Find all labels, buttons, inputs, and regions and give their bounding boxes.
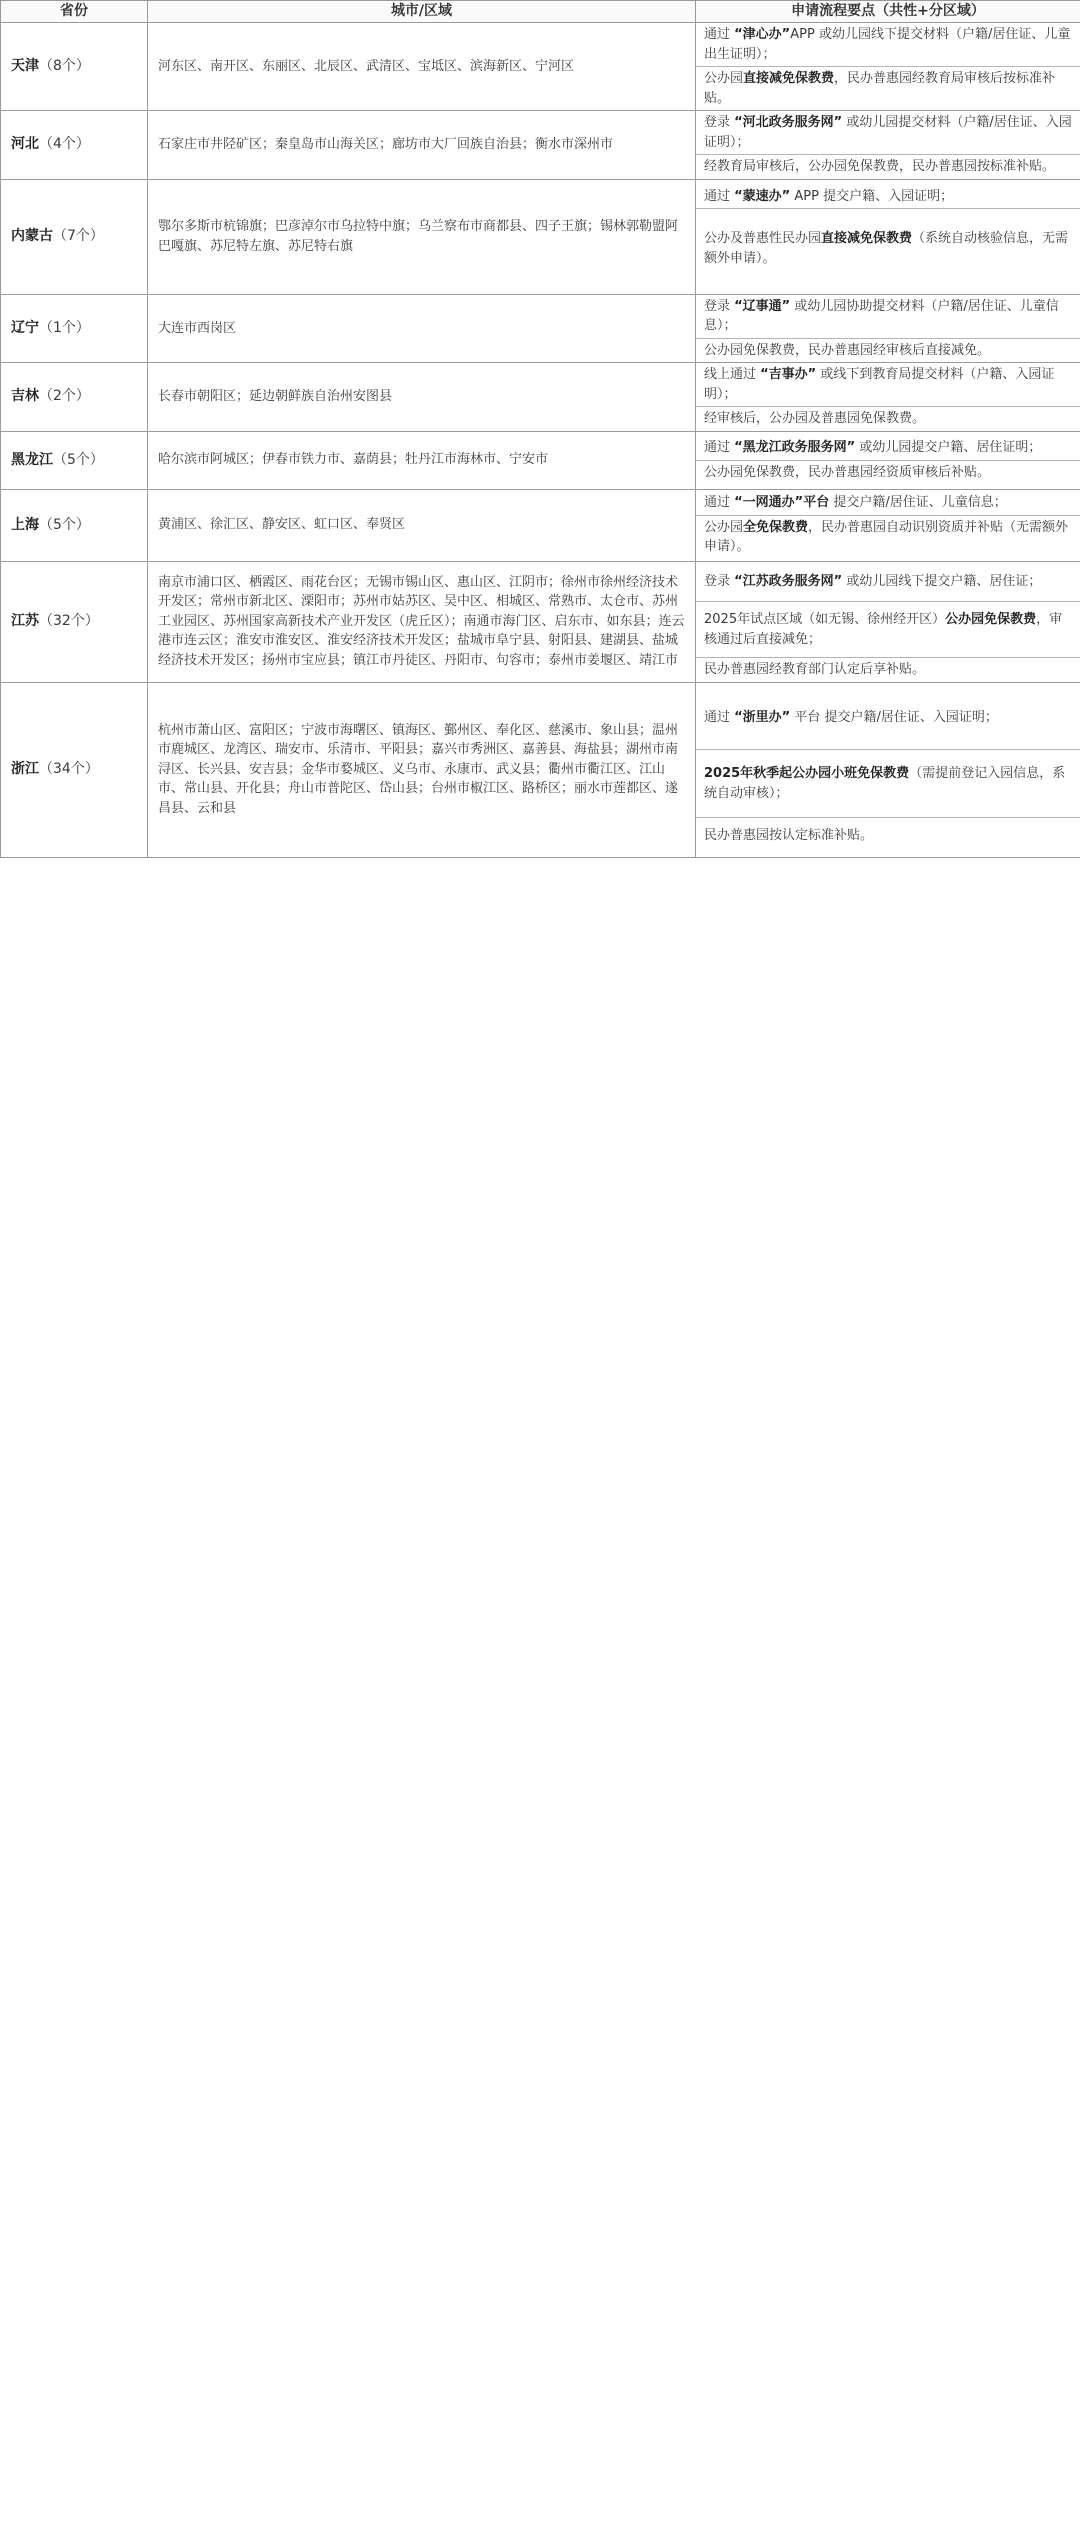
process-step: 通过 “浙里办” 平台 提交户籍/居住证、入园证明；	[696, 686, 1080, 751]
province-name: 辽宁	[11, 319, 39, 336]
process-cell	[696, 294, 1080, 363]
process-cell	[696, 431, 1080, 489]
cities-cell: 杭州市萧山区、富阳区；宁波市海曙区、镇海区、鄞州区、奉化区、慈溪市、象山县；温州市鹿城区、龙湾区、瑞安市、乐清市、平阳县；嘉兴市秀洲区、嘉善县、海盐县；湖州市南浔区、长兴县、安吉县；金华市婺城区、义乌市、永康市、武义县；衢州市衢江区、江山市、常山县、开化县；舟山市普陀区、岱山县；台州市椒江区、路桥区；丽水市莲都区、遂昌县、云和县	[148, 682, 696, 857]
province-name: 天津	[11, 58, 39, 74]
process-step: 登录 “江苏政务服务网” 或幼儿园线下提交户籍、居住证；	[696, 562, 1080, 603]
process-step: 2025年秋季起公办园小班免保教费（需提前登记入园信息，系统自动审核）；	[696, 750, 1080, 818]
header-process: 申请流程要点（共性+分区域）	[696, 1, 1080, 23]
province-name: 吉林	[11, 388, 39, 405]
province-cell	[1, 682, 148, 857]
table-row	[1, 111, 1080, 180]
province-count: （5个）	[39, 516, 90, 533]
cities-cell: 哈尔滨市阿城区；伊春市铁力市、嘉荫县；牡丹江市海林市、宁安市	[148, 431, 696, 489]
province-count: （34个）	[39, 761, 99, 777]
process-cell	[696, 179, 1080, 294]
process-cell	[696, 561, 1080, 682]
table-row	[1, 489, 1080, 561]
process-step: 公办及普惠性民办园直接减免保教费（系统自动核验信息，无需额外申请）。	[704, 231, 1069, 266]
province-cell	[1, 489, 148, 561]
province-cell	[1, 431, 148, 489]
table-row	[1, 179, 1080, 294]
process-cell	[696, 111, 1080, 180]
process-step: 民办普惠园按认定标准补贴。	[704, 828, 874, 843]
process-cell	[696, 363, 1080, 432]
header-cities: 城市/区域	[148, 1, 696, 23]
process-step: 通过 “黑龙江政务服务网” 或幼儿园提交户籍、居住证明；	[696, 436, 1080, 461]
table-row	[1, 431, 1080, 489]
province-count: （4个）	[39, 136, 90, 153]
process-cell	[696, 682, 1080, 857]
province-cell	[1, 179, 148, 294]
province-count: （7个）	[53, 228, 104, 244]
table-header-row	[1, 1, 1080, 23]
cities-cell: 大连市西岗区	[148, 294, 696, 363]
table-row	[1, 23, 1080, 111]
province-cell	[1, 294, 148, 363]
process-step: 线上通过 “吉事办” 或线下到教育局提交材料（户籍、入园证明）；	[696, 363, 1080, 407]
table-row	[1, 561, 1080, 682]
province-cell	[1, 23, 148, 111]
process-step: 经审核后，公办园及普惠园免保教费。	[704, 411, 926, 426]
process-step: 公办园免保教费，民办普惠园经资质审核后补贴。	[704, 464, 991, 480]
cities-cell: 长春市朝阳区；延边朝鲜族自治州安图县	[148, 363, 696, 432]
province-count: （8个）	[39, 58, 90, 74]
table-row	[1, 363, 1080, 432]
cities-cell: 鄂尔多斯市杭锦旗；巴彦淖尔市乌拉特中旗；乌兰察布市商都县、四子王旗；锡林郭勒盟阿巴嘎旗、苏尼特左旗、苏尼特右旗	[148, 179, 696, 294]
process-step: 经教育局审核后，公办园免保教费，民办普惠园按标准补贴。	[704, 159, 1056, 174]
cities-cell: 南京市浦口区、栖霞区、雨花台区；无锡市锡山区、惠山区、江阴市；徐州市徐州经济技术开发区；常州市新北区、溧阳市；苏州市姑苏区、吴中区、相城区、常熟市、太仓市、苏州工业园区、苏州国家高新技术产业开发区（虎丘区）；南通市海门区、启东市、如东县；连云港市连云区；淮安市淮安区、淮安经济技术开发区；盐城市阜宁县、射阳县、建湖县、盐城经济技术开发区；扬州市宝应县；镇江市丹徒区、丹阳市、句容市；泰州市姜堰区、靖江市	[148, 561, 696, 682]
process-cell	[696, 23, 1080, 111]
table-row	[1, 682, 1080, 857]
cities-cell: 黄浦区、徐汇区、静安区、虹口区、奉贤区	[148, 489, 696, 561]
province-cell	[1, 363, 148, 432]
province-name: 浙江	[11, 761, 39, 777]
province-count: （32个）	[39, 613, 99, 629]
province-name: 江苏	[11, 613, 39, 629]
process-step: 通过 “蒙速办” APP 提交户籍、入园证明；	[696, 185, 1080, 210]
process-step: 公办园直接减免保教费，民办普惠园经教育局审核后按标准补贴。	[704, 71, 1056, 106]
process-step: 通过 “津心办”APP 或幼儿园线下提交材料（户籍/居住证、儿童出生证明）；	[696, 23, 1080, 67]
province-name: 河北	[11, 136, 39, 153]
process-step: 2025年试点区域（如无锡、徐州经开区）公办园免保教费，审核通过后直接减免；	[696, 602, 1080, 658]
process-cell	[696, 489, 1080, 561]
process-step: 登录 “辽事通” 或幼儿园协助提交材料（户籍/居住证、儿童信息）；	[696, 295, 1080, 339]
table-row	[1, 294, 1080, 363]
province-count: （2个）	[39, 388, 90, 405]
header-province: 省份	[1, 1, 148, 23]
cities-cell: 河东区、南开区、东丽区、北辰区、武清区、宝坻区、滨海新区、宁河区	[148, 23, 696, 111]
province-name: 黑龙江	[11, 451, 53, 468]
province-cell	[1, 111, 148, 180]
process-step: 公办园免保教费，民办普惠园经审核后直接减免。	[704, 342, 991, 358]
process-step: 民办普惠园经教育部门认定后享补贴。	[704, 662, 926, 677]
process-step: 登录 “河北政务服务网” 或幼儿园提交材料（户籍/居住证、入园证明）；	[696, 111, 1080, 155]
province-name: 内蒙古	[11, 228, 53, 244]
province-count: （1个）	[39, 319, 90, 336]
province-cell	[1, 561, 148, 682]
process-step: 通过 “一网通办”平台 提交户籍/居住证、儿童信息；	[696, 491, 1080, 516]
policy-table	[0, 0, 1080, 858]
process-step: 公办园全免保教费，民办普惠园自动识别资质并补贴（无需额外申请）。	[704, 519, 1069, 555]
province-name: 上海	[11, 516, 39, 533]
cities-cell: 石家庄市井陉矿区；秦皇岛市山海关区；廊坊市大厂回族自治县；衡水市深州市	[148, 111, 696, 180]
province-count: （5个）	[53, 451, 104, 468]
